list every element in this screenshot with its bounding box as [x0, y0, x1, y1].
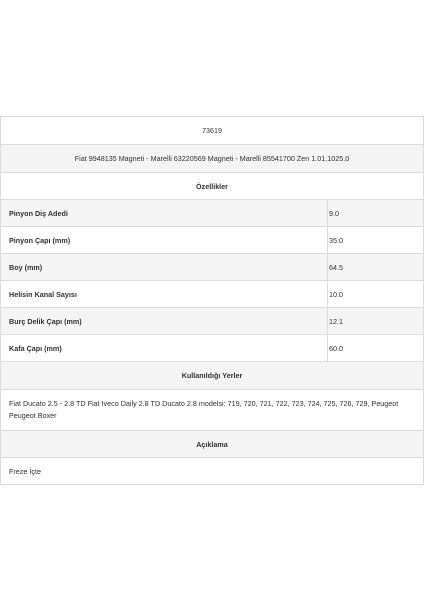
usage-row	[1, 390, 423, 431]
property-value: 12.1	[329, 316, 343, 326]
property-label: Pinyon Çapı (mm)	[1, 227, 328, 253]
property-value: 35.0	[329, 235, 343, 245]
compat-row	[1, 145, 423, 173]
product-spec-table	[0, 116, 424, 485]
product-code: 73619	[202, 126, 222, 135]
property-label: Pinyon Diş Adedi	[1, 200, 328, 226]
usage-header-row	[1, 362, 423, 390]
usage-text: Fiat Ducato 2.5 - 2.8 TD Fiat Iveco Daily 2.8 TD Ducato 2.8 modelsi: 719, 720, 721, 722, 723, 724, 725, 726, 729, Peugeot Peugeot Boxer	[9, 399, 399, 420]
properties-title: Özellikler	[196, 181, 228, 191]
property-row	[1, 281, 423, 308]
description-row	[1, 458, 423, 485]
property-row	[1, 227, 423, 254]
properties-header-row	[1, 173, 423, 200]
property-row	[1, 254, 423, 281]
property-label: Kafa Çapı (mm)	[1, 335, 328, 361]
compat-line: Fiat 9948135 Magneti - Marelli 63220569 Magneti - Marelli 85541700 Zen 1.01.1025.0	[74, 154, 350, 163]
usage-title: Kullanıldığı Yerler	[181, 371, 243, 380]
description-text: Freze İçte	[9, 466, 41, 476]
property-value: 10.0	[329, 289, 343, 299]
property-value: 9.0	[329, 208, 339, 218]
property-label: Helisin Kanal Sayısı	[1, 281, 328, 307]
description-header-row	[1, 431, 423, 458]
property-row	[1, 335, 423, 362]
property-row	[1, 308, 423, 335]
property-label: Burç Delik Çapı (mm)	[1, 308, 328, 334]
property-row	[1, 200, 423, 227]
property-label: Boy (mm)	[1, 254, 328, 280]
description-title: Açıklama	[196, 439, 228, 449]
property-value: 64.5	[329, 262, 343, 272]
product-code-row	[1, 117, 423, 145]
property-value: 60.0	[329, 343, 343, 353]
